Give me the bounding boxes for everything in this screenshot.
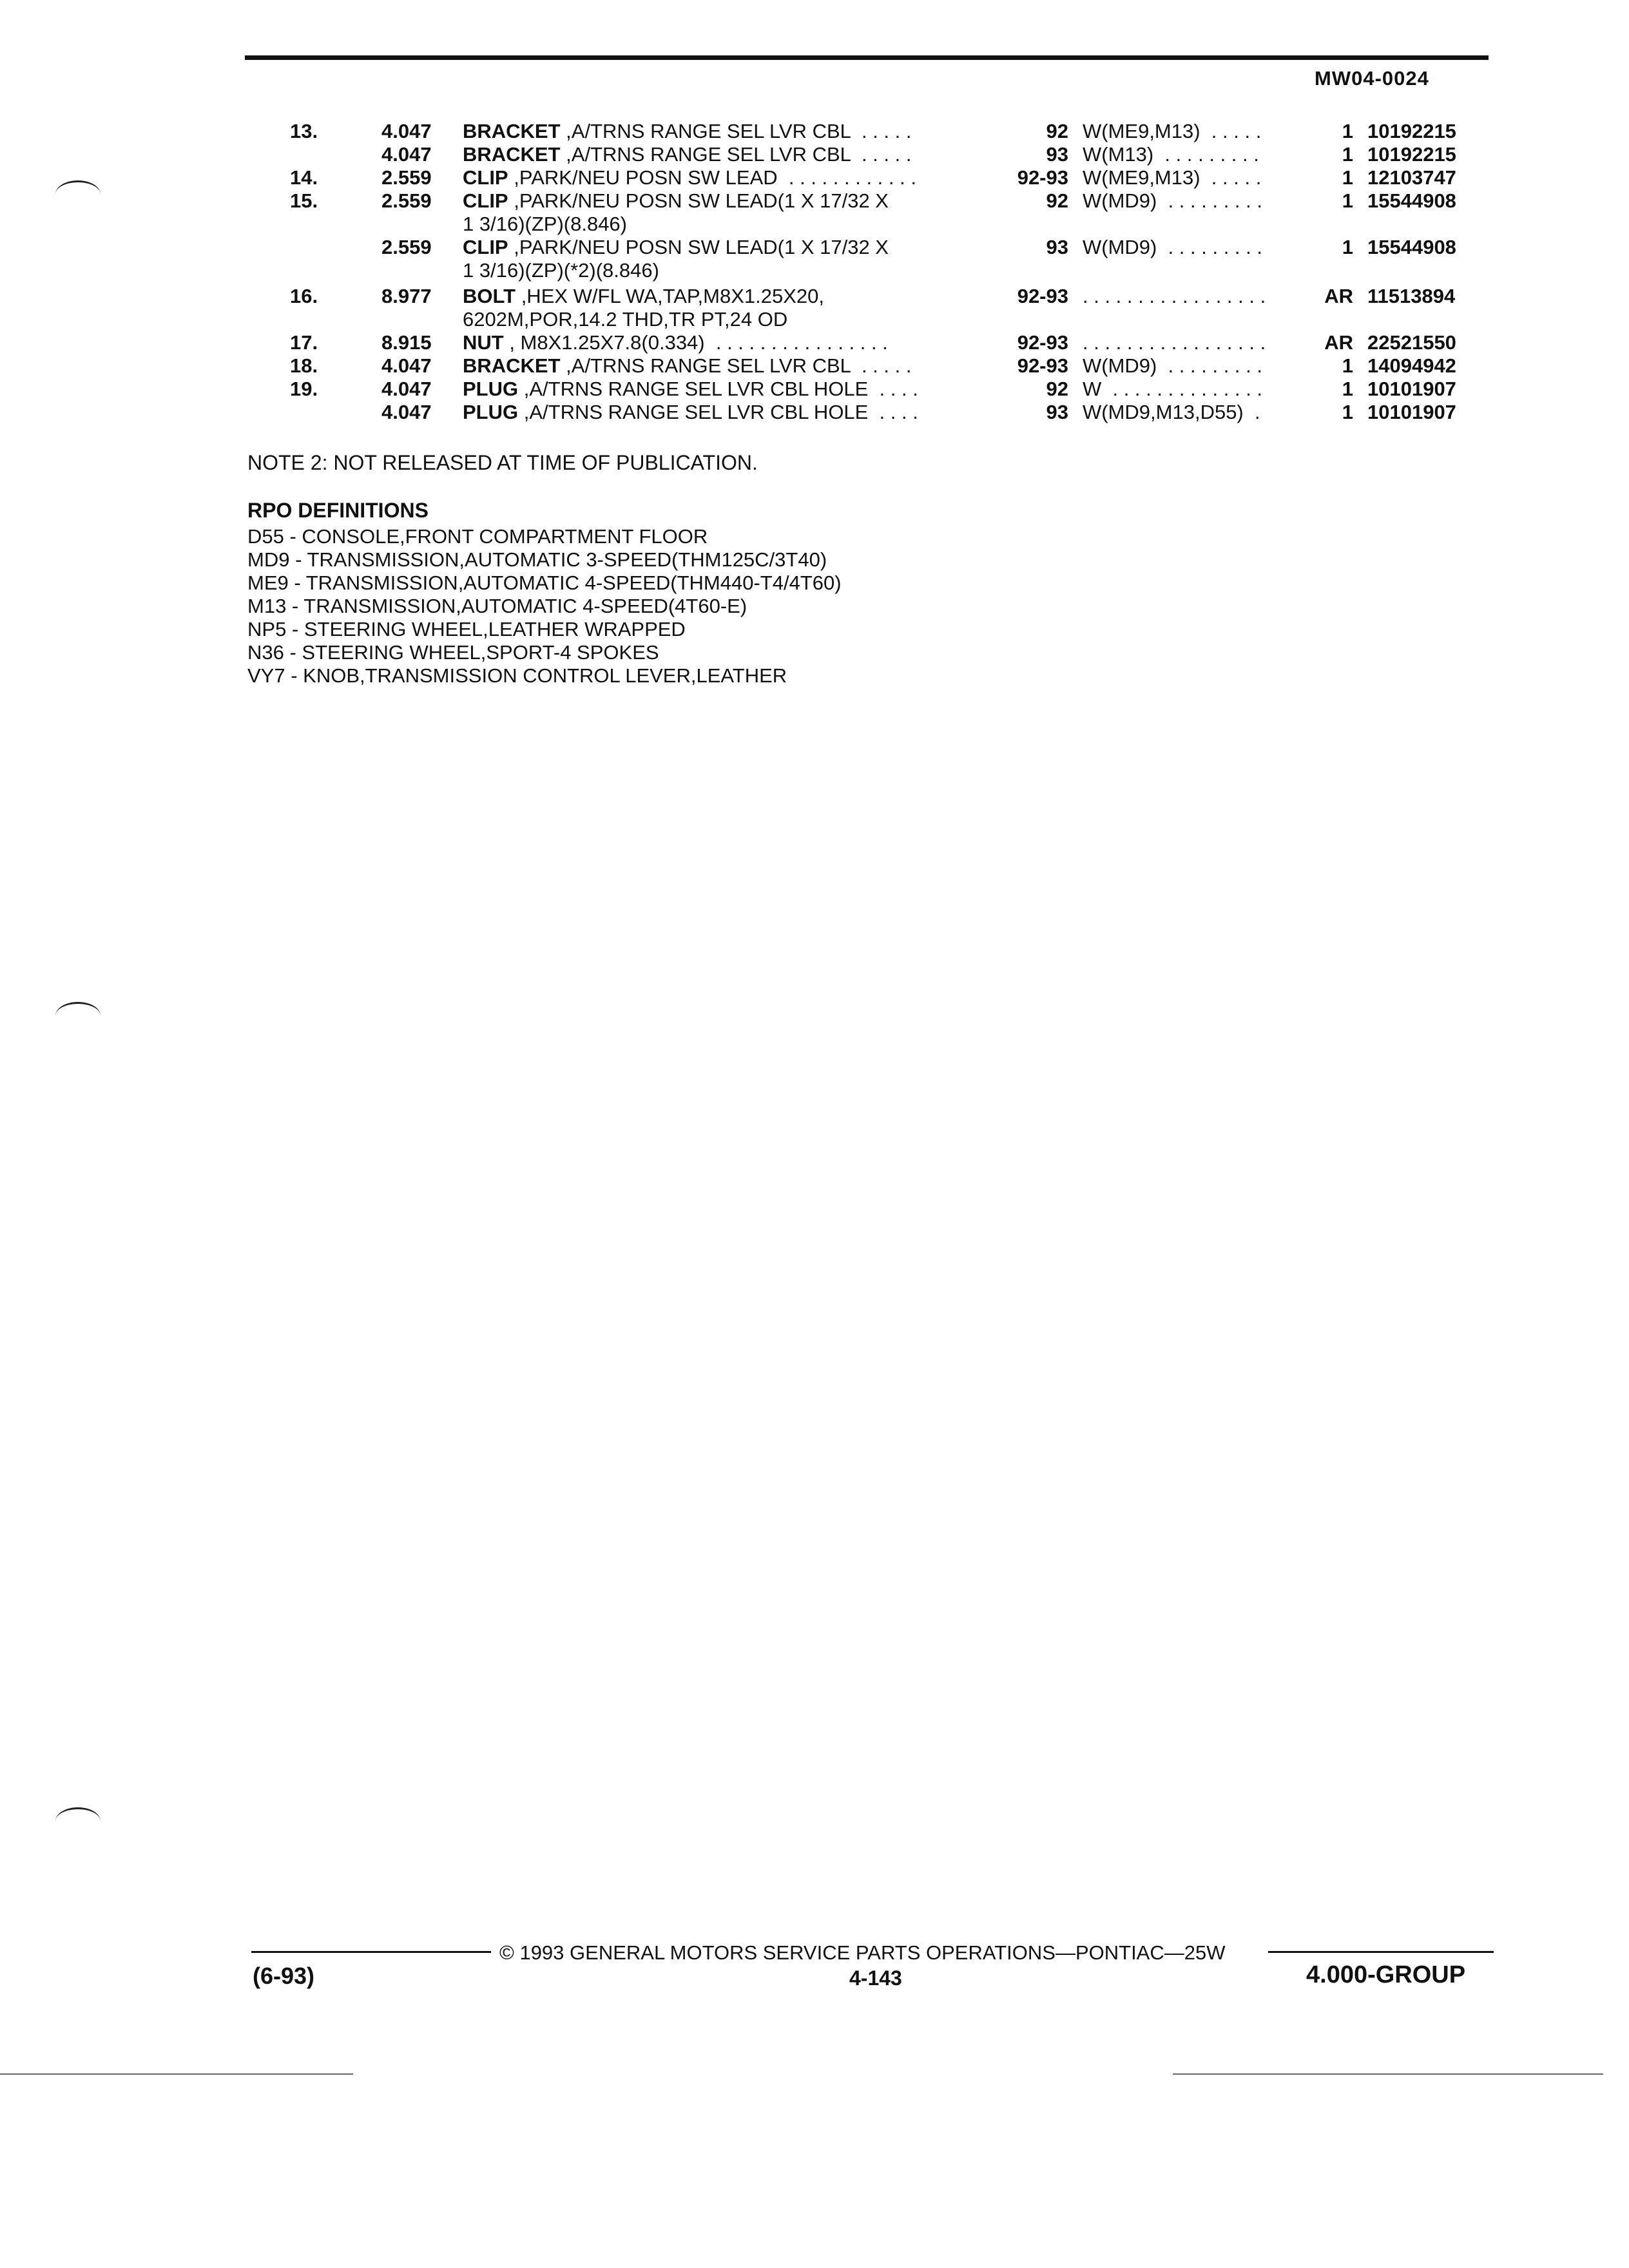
part-description — [463, 143, 912, 166]
model-year: 92-93 — [1017, 331, 1068, 354]
part-number: 15544908 — [1367, 236, 1456, 258]
footer-rule-right — [1268, 1951, 1494, 1953]
rpo-definitions-title: RPO DEFINITIONS — [247, 499, 429, 522]
binder-hole-mark — [55, 1002, 101, 1030]
item-number: 15. — [290, 189, 318, 212]
part-name: PLUG — [463, 401, 519, 423]
part-description — [463, 308, 787, 331]
part-name: NUT — [463, 331, 504, 354]
binder-hole-mark — [55, 180, 101, 208]
group-number: 2.559 — [381, 236, 432, 258]
rpo-definition: N36 - STEERING WHEEL,SPORT-4 SPOKES — [247, 641, 659, 664]
quantity: 1 — [1342, 354, 1353, 377]
part-detail: 1 3/16)(ZP)(8.846) — [463, 213, 627, 235]
quantity: AR — [1324, 331, 1353, 354]
parts-row — [0, 354, 1629, 380]
part-description — [463, 378, 918, 401]
part-detail: ,PARK/NEU POSN SW LEAD(1 X 17/32 X — [508, 236, 889, 258]
group-number: 4.047 — [381, 354, 432, 377]
quantity: 1 — [1342, 120, 1353, 142]
quantity: 1 — [1342, 378, 1353, 400]
usage-code: W(MD9) . . . . . . . . . — [1083, 354, 1262, 377]
part-description — [463, 285, 824, 308]
publication-note: NOTE 2: NOT RELEASED AT TIME OF PUBLICATION. — [247, 451, 758, 474]
part-name: CLIP — [463, 166, 508, 189]
part-detail: ,A/TRNS RANGE SEL LVR CBL . . . . . — [560, 120, 912, 142]
part-number: 10101907 — [1367, 378, 1456, 400]
part-description — [463, 120, 912, 143]
binder-hole-mark — [55, 1807, 101, 1835]
item-number: 13. — [290, 120, 318, 142]
part-detail: , M8X1.25X7.8(0.334) . . . . . . . . . . . . . . . . — [503, 331, 888, 354]
item-number: 17. — [290, 331, 318, 354]
usage-code: W(ME9,M13) . . . . . — [1083, 166, 1262, 189]
part-description — [463, 236, 889, 259]
usage-code: W(MD9) . . . . . . . . . — [1083, 189, 1262, 212]
model-year: 93 — [1046, 143, 1068, 166]
usage-code: W . . . . . . . . . . . . . . — [1083, 378, 1263, 400]
item-number: 18. — [290, 354, 318, 377]
rpo-definition: ME9 - TRANSMISSION,AUTOMATIC 4-SPEED(THM440-T4/4T60) — [247, 572, 842, 594]
scan-edge-line — [1173, 2073, 1603, 2075]
quantity: 1 — [1342, 166, 1353, 189]
group-label: 4.000-GROUP — [1306, 1961, 1466, 1988]
part-description — [463, 166, 916, 189]
part-description — [463, 354, 912, 378]
part-number: 14094942 — [1367, 354, 1456, 377]
part-detail: 6202M,POR,14.2 THD,TR PT,24 OD — [463, 308, 788, 331]
parts-row — [0, 259, 1629, 285]
rpo-definition: M13 - TRANSMISSION,AUTOMATIC 4-SPEED(4T60-E) — [247, 595, 747, 617]
model-year: 92 — [1046, 189, 1068, 212]
item-number: 16. — [290, 285, 318, 307]
parts-row — [0, 285, 1629, 311]
group-number: 2.559 — [381, 166, 432, 189]
usage-code: W(MD9,M13,D55) . — [1083, 401, 1260, 423]
part-name: BRACKET — [463, 354, 561, 377]
model-year: 93 — [1046, 401, 1068, 423]
part-number: 15544908 — [1367, 189, 1456, 212]
footer-rule-left — [251, 1951, 491, 1953]
revision-date: (6-93) — [253, 1963, 315, 1989]
part-name: BRACKET — [463, 120, 561, 142]
part-description — [463, 331, 888, 354]
rpo-definition: NP5 - STEERING WHEEL,LEATHER WRAPPED — [247, 618, 686, 640]
model-year: 92 — [1046, 378, 1068, 400]
part-name: BRACKET — [463, 143, 561, 166]
part-number: 10101907 — [1367, 401, 1456, 423]
parts-row — [0, 378, 1629, 403]
part-detail: ,A/TRNS RANGE SEL LVR CBL HOLE . . . . — [518, 401, 918, 423]
parts-row — [0, 331, 1629, 357]
part-description — [463, 189, 889, 213]
header-rule — [245, 55, 1489, 60]
part-detail: ,PARK/NEU POSN SW LEAD . . . . . . . . . . . . — [508, 166, 916, 189]
part-detail: 1 3/16)(ZP)(*2)(8.846) — [463, 259, 659, 282]
part-name: PLUG — [463, 378, 519, 400]
part-description — [463, 259, 659, 282]
part-detail: ,HEX W/FL WA,TAP,M8X1.25X20, — [516, 285, 825, 307]
quantity: 1 — [1342, 189, 1353, 212]
part-number: 11513894 — [1367, 285, 1456, 307]
rpo-definition: VY7 - KNOB,TRANSMISSION CONTROL LEVER,LEATHER — [247, 664, 787, 687]
part-description — [463, 401, 918, 424]
part-detail: ,A/TRNS RANGE SEL LVR CBL . . . . . — [560, 354, 912, 377]
group-number: 8.915 — [381, 331, 432, 354]
model-year: 92-93 — [1017, 285, 1068, 307]
group-number: 8.977 — [381, 285, 432, 307]
parts-row — [0, 143, 1629, 169]
item-number: 19. — [290, 378, 318, 400]
part-detail: ,A/TRNS RANGE SEL LVR CBL . . . . . — [560, 143, 912, 166]
part-name: CLIP — [463, 189, 508, 212]
usage-code: . . . . . . . . . . . . . . . . . — [1083, 331, 1266, 354]
part-detail: ,PARK/NEU POSN SW LEAD(1 X 17/32 X — [508, 189, 889, 212]
copyright-line: © 1993 GENERAL MOTORS SERVICE PARTS OPERATIONS—PONTIAC—25W — [499, 1941, 1226, 1964]
group-number: 4.047 — [381, 378, 432, 400]
model-year: 92 — [1046, 120, 1068, 142]
parts-row — [0, 189, 1629, 215]
parts-row — [0, 401, 1629, 427]
part-name: BOLT — [463, 285, 516, 307]
model-year: 92-93 — [1017, 166, 1068, 189]
parts-row — [0, 213, 1629, 238]
quantity: 1 — [1342, 143, 1353, 166]
part-detail: ,A/TRNS RANGE SEL LVR CBL HOLE . . . . — [518, 378, 918, 400]
usage-code: W(ME9,M13) . . . . . — [1083, 120, 1262, 142]
group-number: 4.047 — [381, 401, 432, 423]
parts-row — [0, 120, 1629, 146]
parts-row — [0, 236, 1629, 262]
model-year: 93 — [1046, 236, 1068, 258]
part-number: 12103747 — [1367, 166, 1456, 189]
group-number: 4.047 — [381, 143, 432, 166]
usage-code: . . . . . . . . . . . . . . . . . — [1083, 285, 1266, 307]
rpo-definition: MD9 - TRANSMISSION,AUTOMATIC 3-SPEED(THM125C/3T40) — [247, 548, 827, 571]
document-code: MW04-0024 — [1315, 67, 1429, 90]
parts-row — [0, 166, 1629, 192]
part-number: 22521550 — [1367, 331, 1456, 354]
scan-edge-line — [0, 2073, 353, 2075]
part-number: 10192215 — [1367, 120, 1456, 142]
part-number: 10192215 — [1367, 143, 1456, 166]
group-number: 2.559 — [381, 189, 432, 212]
quantity: 1 — [1342, 401, 1353, 423]
part-description — [463, 213, 627, 236]
rpo-definition: D55 - CONSOLE,FRONT COMPARTMENT FLOOR — [247, 525, 708, 548]
parts-row — [0, 308, 1629, 334]
usage-code: W(MD9) . . . . . . . . . — [1083, 236, 1262, 258]
part-name: CLIP — [463, 236, 508, 258]
page-number: 4-143 — [849, 1966, 902, 1990]
model-year: 92-93 — [1017, 354, 1068, 377]
item-number: 14. — [290, 166, 318, 189]
quantity: 1 — [1342, 236, 1353, 258]
usage-code: W(M13) . . . . . . . . . — [1083, 143, 1259, 166]
quantity: AR — [1324, 285, 1353, 307]
group-number: 4.047 — [381, 120, 432, 142]
